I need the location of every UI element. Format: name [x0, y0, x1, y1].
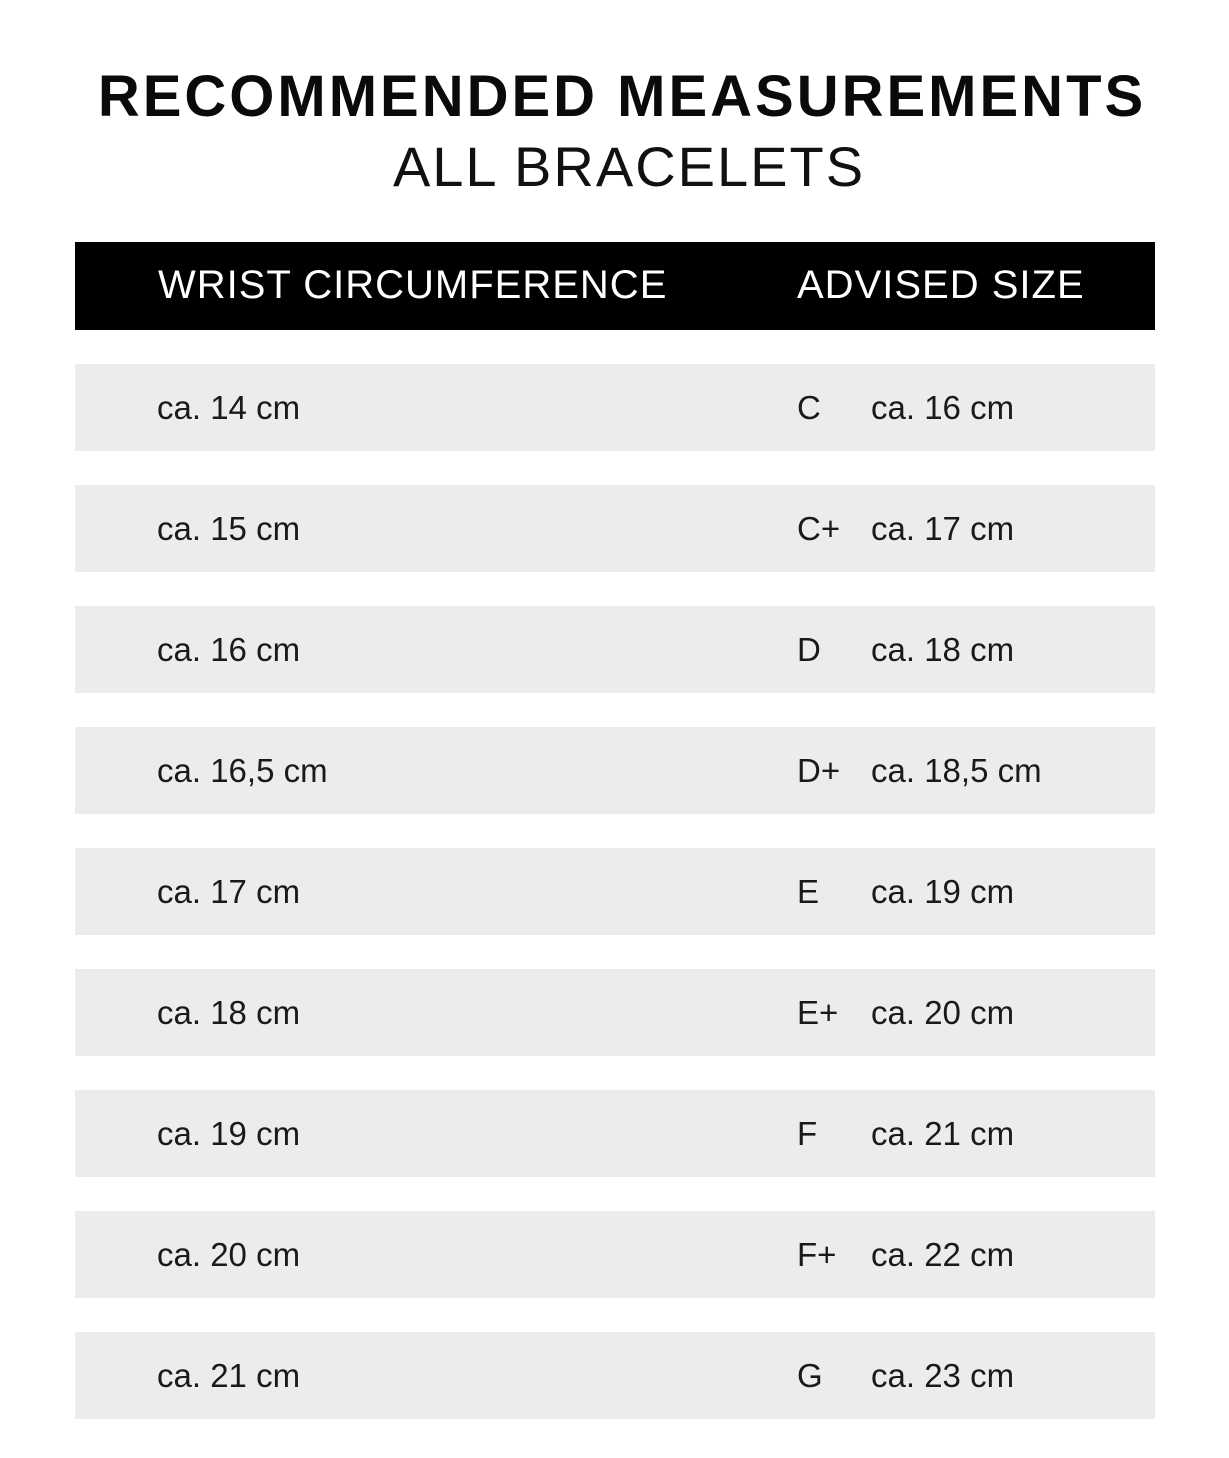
size-cell: F+ — [797, 1236, 837, 1273]
table-row — [75, 364, 1155, 451]
length-cell: ca. 23 cm — [871, 1357, 1015, 1394]
size-cell: C+ — [797, 510, 841, 547]
length-cell: ca. 21 cm — [871, 1115, 1015, 1152]
size-cell: E+ — [797, 994, 839, 1031]
length-cell: ca. 18 cm — [871, 631, 1015, 668]
wrist-cell: ca. 16,5 cm — [157, 752, 328, 789]
length-cell: ca. 16 cm — [871, 389, 1015, 426]
table-row — [75, 969, 1155, 1056]
table-row — [75, 1211, 1155, 1298]
table-row — [75, 727, 1155, 814]
wrist-cell: ca. 21 cm — [157, 1357, 301, 1394]
size-cell: D — [797, 631, 821, 668]
size-cell: G — [797, 1357, 823, 1394]
page-subtitle: ALL BRACELETS — [392, 135, 866, 198]
table-row — [75, 1090, 1155, 1177]
table-row — [75, 1332, 1155, 1419]
measurement-table — [75, 364, 1155, 1453]
length-cell: ca. 19 cm — [871, 873, 1015, 910]
page-title: RECOMMENDED MEASUREMENTS — [97, 64, 1147, 129]
length-cell: ca. 17 cm — [871, 510, 1015, 547]
wrist-cell: ca. 16 cm — [157, 631, 301, 668]
wrist-cell: ca. 19 cm — [157, 1115, 301, 1152]
table-row — [75, 606, 1155, 693]
wrist-cell: ca. 15 cm — [157, 510, 301, 547]
wrist-cell: ca. 14 cm — [157, 389, 301, 426]
header-advised-size: ADVISED SIZE — [797, 263, 1085, 307]
size-cell: C — [797, 389, 821, 426]
length-cell: ca. 22 cm — [871, 1236, 1015, 1273]
wrist-cell: ca. 17 cm — [157, 873, 301, 910]
table-row — [75, 848, 1155, 935]
size-cell: F — [797, 1115, 818, 1152]
table-row — [75, 485, 1155, 572]
header-wrist-circumference: WRIST CIRCUMFERENCE — [158, 263, 668, 307]
wrist-cell: ca. 18 cm — [157, 994, 301, 1031]
size-cell: D+ — [797, 752, 841, 789]
length-cell: ca. 20 cm — [871, 994, 1015, 1031]
size-cell: E — [797, 873, 820, 910]
length-cell: ca. 18,5 cm — [871, 752, 1042, 789]
table-header — [75, 242, 1155, 330]
wrist-cell: ca. 20 cm — [157, 1236, 301, 1273]
